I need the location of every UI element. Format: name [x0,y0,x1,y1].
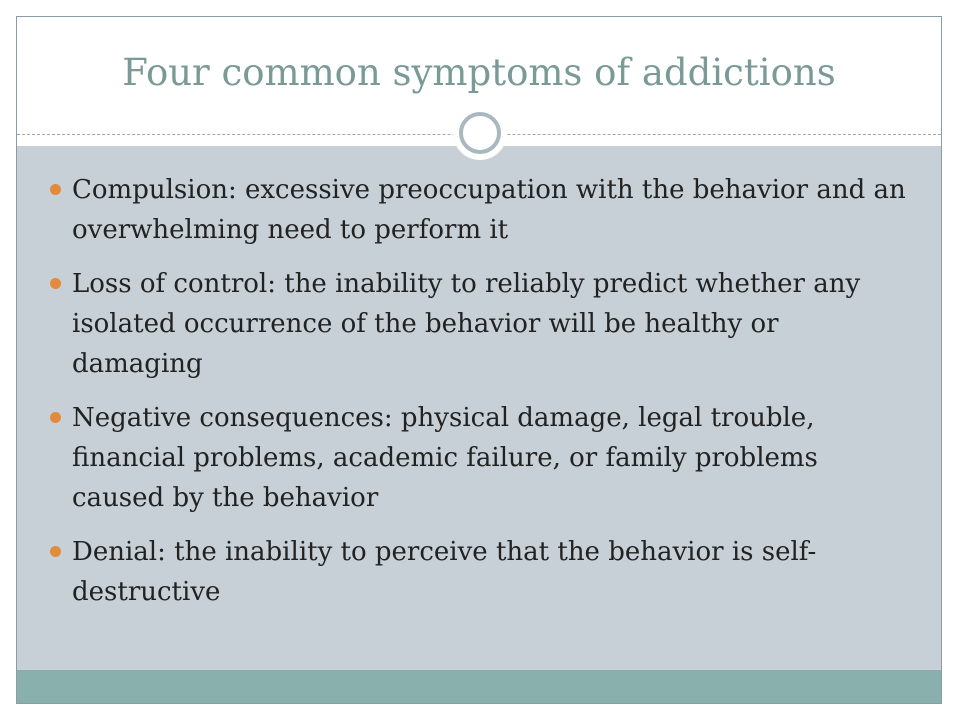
bullet-text: Negative consequences: physical damage, legal trouble, financial problems, academic failure, or family problems caused by the behavior [72,403,818,513]
bullet-text: Loss of control: the inability to reliably predict whether any isolated occurrence of the behavior will be healthy or damaging [72,269,861,379]
slide-title: Four common symptoms of addictions [122,51,836,94]
slide-frame [16,16,942,704]
bullet-text: Compulsion: excessive preoccupation with the behavior and an overwhelming need to perform it [72,175,906,245]
bullet-text: Denial: the inability to perceive that the behavior is self-destructive [72,537,817,607]
